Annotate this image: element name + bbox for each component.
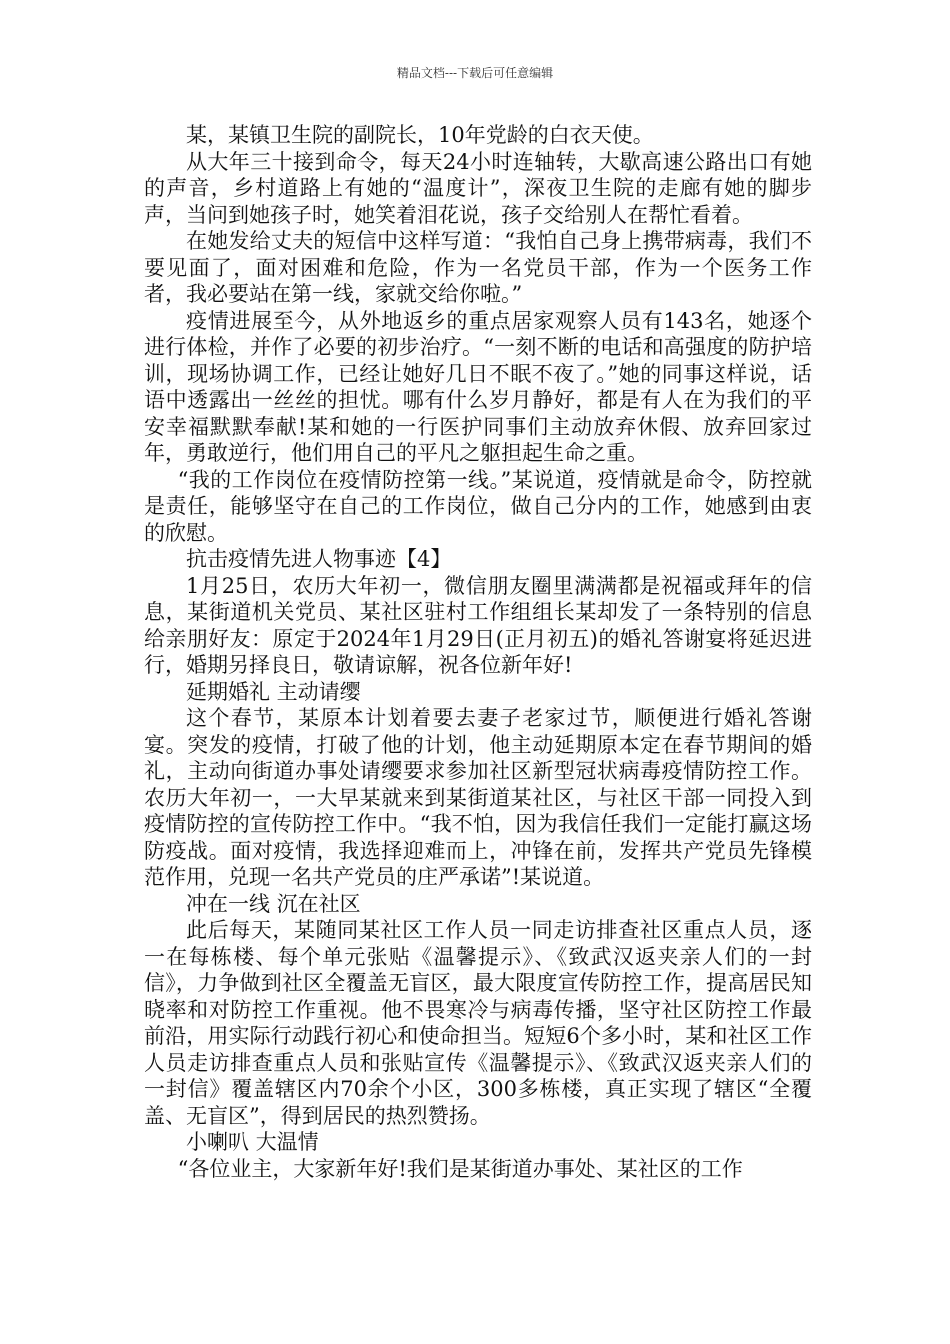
paragraph-intro: 某，某镇卫生院的副院长，10年党龄的白衣天使。: [186, 123, 654, 147]
subheading-frontline: 冲在一线 沉在社区: [186, 891, 361, 916]
page-header: 精品文档---下载后可任意编辑: [396, 66, 554, 80]
paragraph-new-year-orders: 从大年三十接到命令，每天24小时连轴转，大歇高速公路出口有她的声音，乡村道路上有她的“温度计”，深夜卫生院的走廊有她的脚步声，当问到她孩子时，她笑着泪花说，孩子交给别人在帮忙看着。: [144, 149, 812, 227]
paragraph-work-post: “我的工作岗位在疫情防控第一线。”某说道，疫情就是命令，防控就是责任，能够坚守在自己的工作岗位，做自己分内的工作，她感到由衷的欣慰。: [144, 467, 812, 545]
paragraph-daily-visits: 此后每天，某随同某社区工作人员一同走访排查社区重点人员，逐一在每栋楼、每个单元张贴《温馨提示》、《致武汉返夹亲人们的一封信》，力争做到社区全覆盖无盲区，最大限度宣传防控工作，提高居民知晓率和对防控工作重视。他不畏寒冷与病毒传播，坚守社区防控工作最前沿，用实际行动践行初心和使命担当。短短6个多小时，某和社区工作人员走访排查重点人员和张贴宣传《温馨提示》、《致武汉返夹亲人们的一封信》覆盖辖区内70余个小区，300多栋楼，真正实现了辖区“全覆盖、无盲区”，得到居民的热烈赞扬。: [144, 918, 812, 1128]
subheading-small-speaker: 小喇叭 大温情: [186, 1130, 319, 1154]
paragraph-text-message: 在她发给丈夫的短信中这样写道：“我怕自己身上携带病毒，我们不要见面了，面对困难和危险，作为一名党员干部，作为一个医务工作者，我必要站在第一线，家就交给你啦。”: [144, 229, 812, 306]
subheading-postpone-wedding: 延期婚礼 主动请缨: [186, 679, 361, 704]
paragraph-announcement: “各位业主，大家新年好!我们是某街道办事处、某社区的工作: [177, 1156, 743, 1181]
paragraph-jan-25: 1月25日，农历大年初一，微信朋友圈里满满都是祝福或拜年的信息，某街道机关党员、某社区驻村工作组组长某却发了一条特别的信息给亲朋好友：原定于2024年1月29日(正月初五)的婚礼答谢宴将延迟进行，婚期另择良日，敬请谅解，祝各位新年好!: [144, 573, 812, 677]
document-body: [144, 122, 812, 1182]
section-heading-4: 抗击疫情先进人物事迹【4】: [186, 547, 452, 571]
paragraph-epidemic-progress: 疫情进展至今，从外地返乡的重点居家观察人员有143名，她逐个进行体检，并作了必要的初步治疗。“一刻不断的电话和高强度的防护培训，现场协调工作，已经让她好几日不眠不夜了。”她的同事这样说，话语中透露出一丝丝的担忧。哪有什么岁月静好，都是有人在为我们的平安幸福默默奉献!某和她的一行医护同事们主动放弃休假、放弃回家过年，勇敢逆行，他们用自己的平凡之躯担起生命之重。: [144, 308, 812, 465]
paragraph-spring-festival: 这个春节，某原本计划着要去妻子老家过节，顺便进行婚礼答谢宴。突发的疫情，打破了他的计划，他主动延期原本定在春节期间的婚礼，主动向街道办事处请缨要求参加社区新型冠状病毒疫情防控工作。农历大年初一，一大早某就来到某街道某社区，与社区干部一同投入到疫情防控的宣传防控工作中。“我不怕，因为我信任我们一定能打赢这场防疫战。面对疫情，我选择迎难而上，冲锋在前，发挥共产党员先锋模范作用，兑现一名共产党员的庄严承诺”!某说道。: [144, 706, 812, 889]
